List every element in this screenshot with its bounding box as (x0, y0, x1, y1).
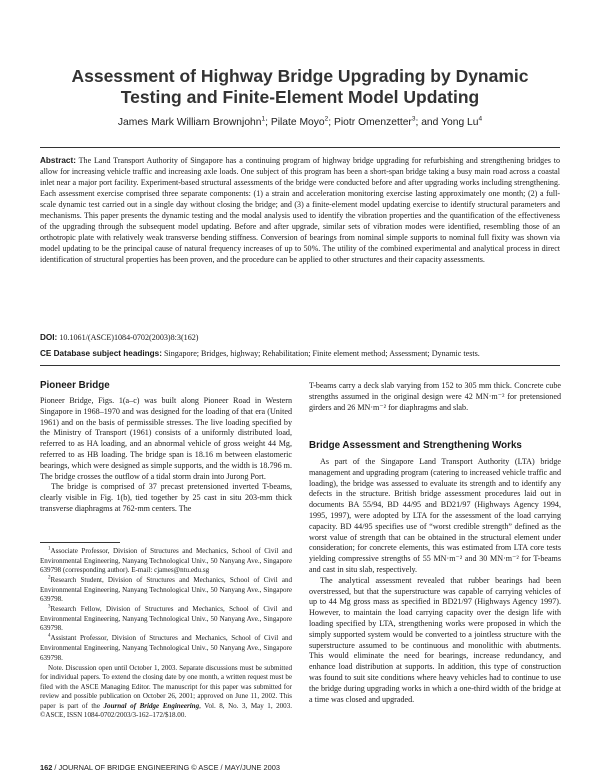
footnote: $^4$Assistant Professor, Division of Structures and Mechanics, School of Civil and Environmental Engineering, Nanyang Technological Univ., 50 Nanyang Ave., Singapore 639798. (40, 634, 292, 662)
section-heading-pioneer: Pioneer Bridge (40, 380, 110, 391)
journal-name: Journal of Bridge Engineering (103, 701, 200, 710)
editorial-note: Note. Discussion open until October 1, 2003. Separate discussions must be submitted for individual papers. To extend the closing date by one month, a written request must be filed with the ASCE Managing Editor. The manuscript for this paper was submitted for review and possible publication on October 26, 2001; approved on June 11, 2002. This paper is part of the Journal of Bridge Engineering, Vol. 8, No. 3, May 1, 2003. ©ASCE, ISSN 1084-0702/2003/3-162–172/$18.00. (40, 663, 292, 720)
paper-title: Assessment of Highway Bridge Upgrading by Dynamic Testing and Finite-Element Model Updating (71, 66, 529, 107)
abstract-top-rule (40, 147, 560, 148)
doi-line (40, 333, 198, 342)
paragraph: The bridge is comprised of 37 precast pretensioned inverted T-beams, clearly visible in Fig. 1(b), tied together by 25 cast in situ 203-mm thick transverse diaphragms at 762-mm centers. The (40, 482, 292, 513)
author-marker: 3 (411, 115, 416, 123)
section-heading-assessment: Bridge Assessment and Strengthening Works (309, 440, 522, 451)
footnote: $^2$Research Student, Division of Structures and Mechanics, School of Civil and Environmental Engineering, Nanyang Technological Univ., 50 Nanyang Ave., Singapore 639798. (40, 575, 292, 604)
left-column (40, 396, 292, 515)
abstract-label: Abstract: (40, 156, 76, 165)
author-list: James Mark William Brownjohn$^1$; Pilate Moyo$^2$; Piotr Omenzetter$^3$; and Yong Lu$^4$ (117, 115, 483, 128)
author-name: Yong Lu (441, 117, 479, 128)
footnote: $^3$Research Fellow, Division of Structures and Mechanics, School of Civil and Environmental Engineering, Nanyang Technological Univ., 50 Nanyang Ave., Singapore 639798. (40, 604, 292, 633)
abstract (40, 155, 560, 265)
author-marker: 1 (261, 115, 266, 123)
author-marker: 2 (324, 115, 329, 123)
abstract-text: The Land Transport Authority of Singapore has a continuing program of highway bridge upgrading for refurbishing and strengthening bridges to allow for increasing vehicle traffic and increasing axle loads. One subject of this program has been a short-span bridge taking a busy main road across a coastal inlet near a major port facility. Experiment-based structural assessments of the bridge were conducted before and after upgrading works including strengthening. Each assessment exercise comprised three separate components: (1) a strain and acceleration monitoring exercise lasting approximately one month; (2) a full-scale dynamic test carried out in a single day without closing the bridge; and (3) a finite-element model updating exercise to identify structural parameters and mechanisms. This paper presents the dynamic testing and the modal analysis used to identify the vibration properties and the quantification of the effectiveness of the upgrading through the subsequent model updating. Before and after upgrade, similar sets of vibration modes were identified, resembling those of an orthotropic plate with relatively weak transverse bending stiffness. Conversion of bearings from nominal simple supports to nominal full fixity was shown via model updating to be the principal cause of natural frequency increases of up to 50%. The utility of the combined experimental and analytical process in direct identification of structural properties has been proven, and the procedure can be applied to other structures and their capacity assessments. (40, 156, 560, 265)
abstract-bottom-rule (40, 365, 560, 366)
page-number: 162 (40, 763, 53, 772)
author-name: James Mark William Brownjohn (117, 117, 262, 128)
footnote: $^1$Associate Professor, Division of Structures and Mechanics, School of Civil and Environmental Engineering, Nanyang Technological Univ., 50 Nanyang Ave., Singapore 639798 (corresponding author). E-mail: cjames@ntu.edu.sg (40, 546, 292, 575)
footnotes (40, 547, 292, 721)
paragraph: The analytical assessment revealed that rubber bearings had been overstressed, but that the superstructure was capable of carrying vehicles of up to 44 Mg gross mass as specified in BD21/97 (Highways Agency 1997). However, to maintain the load carrying capacity over the design life with loading specified by LTA, strengthening works were proposed in which the simply supported system would be converted to a jointless structure with the superstructure assumed to be continuous and monolithic with abutments. This would eliminate the need for bearings, increase redundancy, and enhance load distribution at supports. In addition, this type of construction was found to suit site conditions where heavy vehicles had to continue to use the bridge during upgrading works in which a one-third width of the bridge at a time was closed and upgraded. (309, 575, 561, 704)
paragraph: T-beams carry a deck slab varying from 152 to 305 mm thick. Concrete cube strengths assumed in the original design were 42 MN·m⁻² for pretensioned girders and 26 MN·m⁻² for diaphragms and slab. (309, 381, 561, 412)
author-name: Pilate Moyo (270, 117, 325, 128)
page-footer (40, 763, 280, 772)
footnote-rule (40, 542, 120, 543)
footnote-marker: 2 (48, 575, 51, 581)
doi-value: 10.1061/(ASCE)1084-0702(2003)8:3(162) (59, 333, 199, 342)
doi-label: DOI: (40, 333, 58, 342)
footnote-marker: 1 (48, 546, 51, 552)
subject-headings-label: CE Database subject headings: (40, 349, 162, 358)
journal-footer: / JOURNAL OF BRIDGE ENGINEERING © ASCE / MAY/JUNE 2003 (52, 763, 280, 772)
author-marker: 4 (478, 115, 483, 123)
right-column-top (309, 381, 561, 413)
subject-headings-value: Singapore; Bridges, highway; Rehabilitation; Finite element method; Assessment; Dynamic tests. (163, 349, 480, 358)
right-column (309, 457, 561, 705)
paragraph: Pioneer Bridge, Figs. 1(a–c) was built along Pioneer Road in Western Singapore in 1968–1970 and was designed for the loading of that era (United 1961) and on the basis of permissible stresses. The live loading specified by the Ministry of Transport (1961) consists of a uniformly distributed load, referred to as HA loading, and an abnormal vehicle of gross weight 44 Mg, referred to as HB loading. The bridge span is 18.16 m between elastomeric bearings, which were designed as simple supports, and the width is 18.796 m. The bridge crosses the outflow of a tidal storm drain into Jurong Port. (40, 396, 292, 481)
footnote-marker: 3 (48, 604, 51, 610)
footnote-marker: 4 (48, 634, 51, 640)
subject-headings (40, 349, 560, 358)
author-name: Piotr Omenzetter (334, 117, 412, 128)
paragraph: As part of the Singapore Land Transport Authority (LTA) bridge management and upgrading program (catering to increased vehicle traffic and loading), the bridge was assessed to evaluate its strength and to identify any defects in the structure. British bridge assessment procedures laid out in documents BA 55/94, BD 44/95 and BD21/97 (Highways Agency 1994, 1995, 1997), were adopted by LTA for the assessment of the load carrying capacity. BD 44/95 specifies use of “worst credible strength” defined as the worst value of strength that can be obtained in the structural element under consideration; for concrete elements, this was estimated from LTA core tests yielding compressive strengths of 55 MN·m⁻² and 30 MN·m⁻² for T-beams and cast in situ slab, respectively. (309, 457, 561, 574)
